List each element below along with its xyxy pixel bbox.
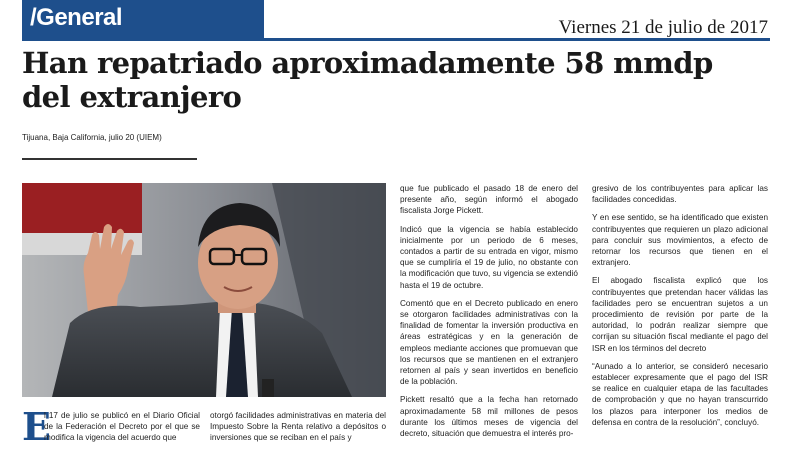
section-tab bbox=[22, 0, 264, 38]
body-text: l 17 de julio se publicó en el Diario Oficial de la Federación el Decreto por el que se modifica la vigencia del acuerdo que bbox=[44, 411, 200, 443]
drop-cap: E bbox=[22, 404, 51, 449]
paragraph: Y en ese sentido, se ha identificado que existen contribuyentes que requieren un plazo adicional para concluir sus movimientos, a efecto de retornar los recursos que tienen en el extranjero. bbox=[592, 213, 768, 268]
section-label: /General bbox=[30, 4, 123, 31]
paragraph: Comentó que en el Decreto publicado en enero se otorgaron facilidades administrativas con la finalidad de fomentar la inversión productiva en áreas estratégicas y en la generación de empleos mediante acciones que promuevan que los recursos que se mantienen en el extranjero retornen al país y sean invertidos en beneficio de la población. bbox=[400, 298, 578, 387]
article-photo bbox=[22, 183, 386, 397]
photo-illustration bbox=[22, 183, 386, 397]
paragraph: “Aunado a lo anterior, se consideró necesario establecer expresamente que el pago del ISR se realice en cualquier etapa de las facultades de comprobación y que no hayan transcurrido los plazos para interponer los medios de defensa en contra de la resolución”, concluyó. bbox=[592, 361, 768, 427]
paragraph: gresivo de los contribuyentes para aplicar las facilidades concedidas. bbox=[592, 184, 768, 205]
paragraph: que fue publicado el pasado 18 de enero del presente año, según informó el abogado fiscalista Jorge Pickett. bbox=[400, 184, 578, 216]
paragraph: Pickett resaltó que a la fecha han retornado aproximadamente 58 mil millones de pesos durante los últimos meses de vigencia del decreto, situación que demuestra el interés pro- bbox=[400, 395, 578, 439]
paragraph: El abogado fiscalista explicó que los contribuyentes que pretendan hacer válidas las facilidades pero se encuentran sujetos a un procedimiento de revisión por parte de la autoridad, lo podrán realizar siempre que corrijan su situación fiscal mediante el pago del ISR en los términos del decreto bbox=[592, 276, 768, 353]
paragraph: Indicó que la vigencia se había establecido inicialmente por un periodo de 6 meses, contados a partir de su entrada en vigor, mismo que se cumpliría el 19 de julio, no obstante con la modificación que tuvo, su vigencia se extendió hasta el 19 de octubre. bbox=[400, 224, 578, 290]
body-column-b bbox=[592, 183, 768, 435]
divider bbox=[22, 158, 197, 160]
body-paragraph-under-photo-1 bbox=[22, 404, 200, 449]
headline: Han repatriado aproximadamente 58 mmdp del extranjero bbox=[22, 46, 713, 114]
body-column-a bbox=[400, 183, 578, 446]
dateline: Tijuana, Baja California, julio 20 (UIEM) bbox=[22, 133, 162, 142]
body-paragraph-under-photo-2: otorgó facilidades administrativas en materia del Impuesto Sobre la Renta relativo a depósitos o inversiones que se reciban en el país y bbox=[210, 411, 386, 443]
issue-date: Viernes 21 de julio de 2017 bbox=[558, 17, 768, 38]
